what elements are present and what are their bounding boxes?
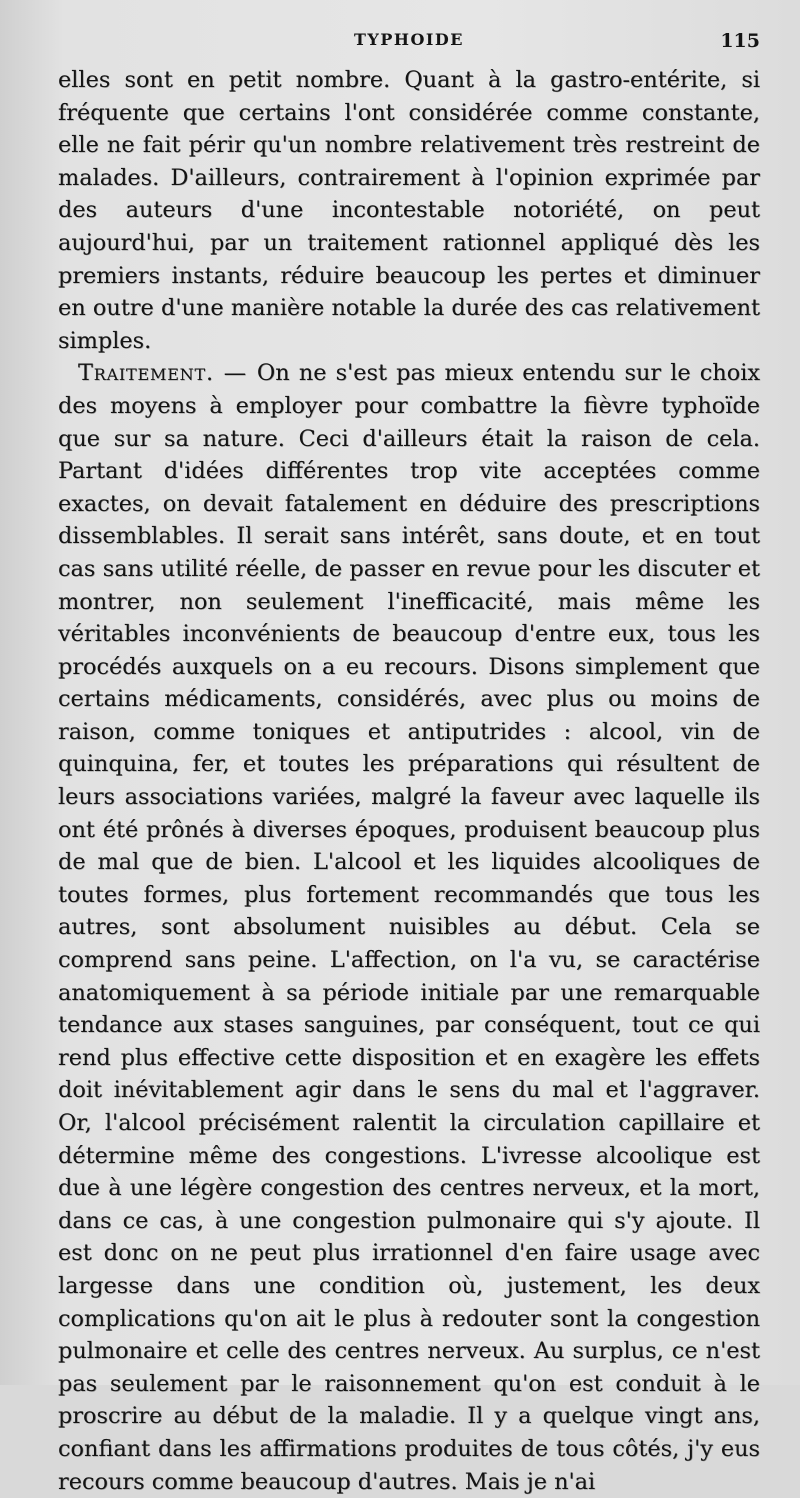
page-number: 115 <box>720 30 760 52</box>
section-heading: Traitement. — <box>78 360 257 387</box>
paragraph-continuation: elles sont en petit nombre. Quant à la gastro-entérite, si fréquente que certains l'ont considérée comme constante, elle ne fait périr qu'un nombre relativement très restreint de malades. D'ailleurs, contrairement à l'opinion exprimée par des auteurs d'une incontestable notoriété, on peut aujourd'hui, par un traitement rationnel appliqué dès les premiers instants, réduire beaucoup les pertes et diminuer en outre d'une manière notable la durée des cas relativement simples. <box>58 67 760 354</box>
running-title: TYPHOIDE <box>354 30 464 49</box>
page-body <box>58 64 760 1498</box>
paragraph-traitement <box>58 357 760 1498</box>
running-header <box>58 30 760 56</box>
paragraph-text: On ne s'est pas mieux entendu sur le choix des moyens à employer pour combattre la fièvre typhoïde que sur sa nature. Ceci d'ailleurs était la raison de cela. Partant d'idées différentes trop vite acceptées comme exactes, on devait fatalement en déduire des prescriptions dissemblables. Il serait sans intérêt, sans doute, et en tout cas sans utilité réelle, de passer en revue pour les discuter et montrer, non seulement l'inefficacité, mais même les véritables inconvénients de beaucoup d'entre eux, tous les procédés auxquels on a eu recours. Disons simplement que certains médicaments, considérés, avec plus ou moins de raison, comme toniques et antiputrides : alcool, vin de quinquina, fer, et toutes les préparations qui résultent de leurs associations variées, malgré la faveur avec laquelle ils ont été prônés à diverses époques, produisent beaucoup plus de mal que de bien. L'alcool et les liquides alcooliques de toutes formes, plus fortement recommandés que tous les autres, sont absolument nuisibles au début. Cela se comprend sans peine. L'affection, on l'a vu, se caractérise anatomiquement à sa période initiale par une remarquable tendance aux stases sanguines, par conséquent, tout ce qui rend plus effective cette disposition et en exagère les effets doit inévitablement agir dans le sens du mal et l'aggraver. Or, l'alcool précisément ralentit la circulation capillaire et détermine même des congestions. L'ivresse alcoolique est due à une légère congestion des centres nerveux, et la mort, dans ce cas, à une congestion pulmonaire qui s'y ajoute. Il est donc on ne peut plus irrationnel d'en faire usage avec largesse dans une condition où, justement, les deux complications qu'on ait le plus à redouter sont la congestion pulmonaire et celle des centres nerveux. Au surplus, ce n'est pas seulement par le raisonnement qu'on est conduit à le proscrire au début de la maladie. Il y a quelque vingt ans, confiant dans les affirmations produites de tous côtés, j'y eus recours comme beaucoup d'autres. Mais je n'ai <box>58 360 760 1495</box>
